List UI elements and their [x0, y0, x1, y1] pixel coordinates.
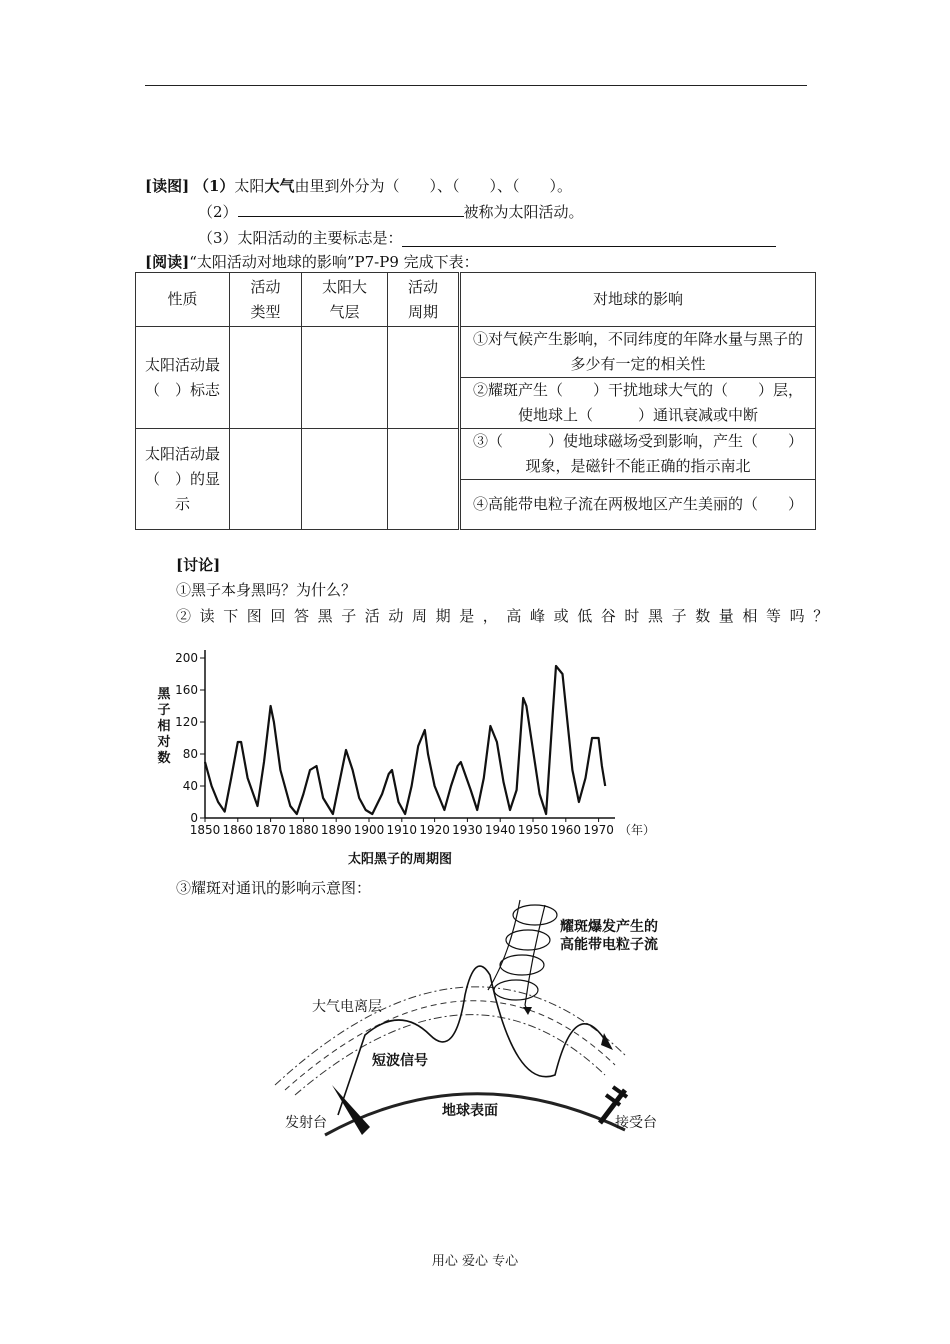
row2-label-text: 太阳活动最（ ）的显示 [144, 444, 220, 513]
y-axis-label-char: 子 [157, 703, 171, 718]
y-axis-label-char: 数 [157, 751, 171, 766]
reading-q2-blank[interactable] [238, 202, 464, 217]
table-row [136, 429, 816, 480]
reading-tag: [读图] [145, 177, 190, 195]
receiver-label: 接受台 [615, 1115, 657, 1131]
reading-q2-num: （2） [198, 203, 238, 221]
x-tick-label: 1880 [288, 823, 319, 837]
discussion-tag: [讨论] [176, 556, 221, 574]
reading-q1 [145, 176, 572, 196]
effect-3-text: ③（ ）使地球磁场受到影响，产生（ ）现象，是磁针不能正确的指示南北 [472, 432, 803, 475]
header-cycle [388, 273, 460, 327]
row1-cycle-cell[interactable] [388, 327, 460, 429]
y-tick-label: 40 [182, 779, 198, 793]
discussion-tag-line [176, 555, 220, 575]
reading-q3-blank[interactable] [402, 246, 776, 247]
table-row [136, 327, 816, 378]
flare-diagram [270, 895, 690, 1145]
reading-q3-text: 太阳活动的主要标志是： [237, 229, 403, 247]
effect-2 [460, 378, 816, 429]
x-tick-label: 1970 [583, 823, 614, 837]
y-tick-label: 0 [190, 811, 198, 825]
reading-q2 [198, 202, 584, 222]
x-tick-label: 1860 [222, 823, 254, 837]
y-tick-label: 160 [175, 683, 198, 697]
row2-label [136, 429, 230, 530]
x-axis-label: （年） [619, 823, 656, 837]
ionosphere-label: 大气电离层 [312, 999, 382, 1015]
y-axis-label-char: 黑 [157, 687, 171, 702]
reading-q3-num: （3） [198, 229, 238, 247]
x-tick-label: 1940 [484, 823, 516, 837]
transmitter-label: 发射台 [285, 1115, 327, 1131]
y-tick-label: 200 [175, 651, 198, 665]
read-task [145, 252, 479, 272]
x-tick-label: 1960 [550, 823, 582, 837]
read-task-tag: [阅读] [145, 253, 190, 271]
effect-4-text: ④高能带电粒子流在两极地区产生美丽的（ ） [472, 495, 803, 513]
row2-cycle-cell[interactable] [388, 429, 460, 530]
effect-1 [460, 327, 816, 378]
flare-label-2: 高能带电粒子流 [560, 937, 658, 953]
read-task-text: “太阳活动对地球的影响”P7-P9 完成下表： [189, 253, 479, 271]
x-tick-label: 1900 [353, 823, 385, 837]
chart-title: 太阳黑子的周期图 [347, 852, 453, 867]
row1-type-cell[interactable] [230, 327, 302, 429]
reading-q1-text-a: 太阳 [234, 177, 265, 195]
reading-q1-num: （1） [193, 177, 235, 195]
row1-label-text: 太阳活动最（ ）标志 [144, 355, 220, 399]
page-footer: 用心 爱心 专心 [431, 1254, 519, 1269]
header-activity-type-text: 活动类型 [250, 277, 281, 321]
effect-1-text: ①对气候产生影响，不同纬度的年降水量与黑子的多少有一定的相关性 [472, 330, 803, 373]
header-activity-type [230, 273, 302, 327]
shortwave-label: 短波信号 [372, 1053, 428, 1069]
header-atmosphere [302, 273, 388, 327]
table-header-row [136, 273, 816, 327]
reading-q1-bold: 大气 [264, 177, 295, 195]
header-atmosphere-text: 太阳大气层 [321, 277, 367, 321]
reading-q2-text: 被称为太阳活动。 [463, 203, 584, 221]
discussion-q3: ③耀斑对通讯的影响示意图： [176, 879, 372, 897]
header-nature: 性质 [136, 273, 230, 327]
x-tick-label: 1890 [320, 823, 352, 837]
effect-3 [460, 429, 816, 480]
x-tick-label: 1950 [517, 823, 549, 837]
x-tick-label: 1930 [452, 823, 483, 837]
y-tick-label: 120 [175, 715, 198, 729]
discussion-q2: ②读下图回答黑子活动周期是，高峰或低谷时黑子数量相等吗？ [176, 607, 837, 625]
ionosphere-arc-inner [295, 1015, 605, 1095]
x-tick-label: 1870 [255, 823, 286, 837]
row2-type-cell[interactable] [230, 429, 302, 530]
sunspot-chart [150, 640, 670, 870]
x-tick-label: 1850 [189, 823, 221, 837]
x-tick-label: 1910 [386, 823, 418, 837]
effect-4 [460, 480, 816, 530]
y-axis-label-char: 对 [157, 735, 171, 750]
row2-atmos-cell[interactable] [302, 429, 388, 530]
header-effect: 对地球的影响 [460, 273, 816, 327]
impact-table [135, 272, 816, 530]
y-tick-label: 80 [182, 747, 198, 761]
header-cycle-text: 活动周期 [407, 277, 438, 321]
discussion-q1: ①黑子本身黑吗？为什么？ [176, 581, 357, 599]
row1-atmos-cell[interactable] [302, 327, 388, 429]
reading-q3 [198, 228, 403, 248]
row1-label [136, 327, 230, 429]
flare-particle-stream [488, 900, 557, 1012]
sunspot-series-line [205, 666, 605, 814]
effect-2-text: ②耀斑产生（ ）干扰地球大气的（ ）层，使地球上（ ）通讯衰减或中断 [472, 381, 803, 424]
earth-surface-label: 地球表面 [442, 1103, 498, 1119]
flare-label-1: 耀斑爆发产生的 [560, 919, 658, 935]
y-axis-label-char: 相 [157, 719, 171, 734]
x-tick-label: 1920 [419, 823, 450, 837]
header-rule [145, 85, 807, 86]
reading-q1-text-b: 由里到外分为（ ）、（ ）、（ ）。 [294, 177, 572, 195]
